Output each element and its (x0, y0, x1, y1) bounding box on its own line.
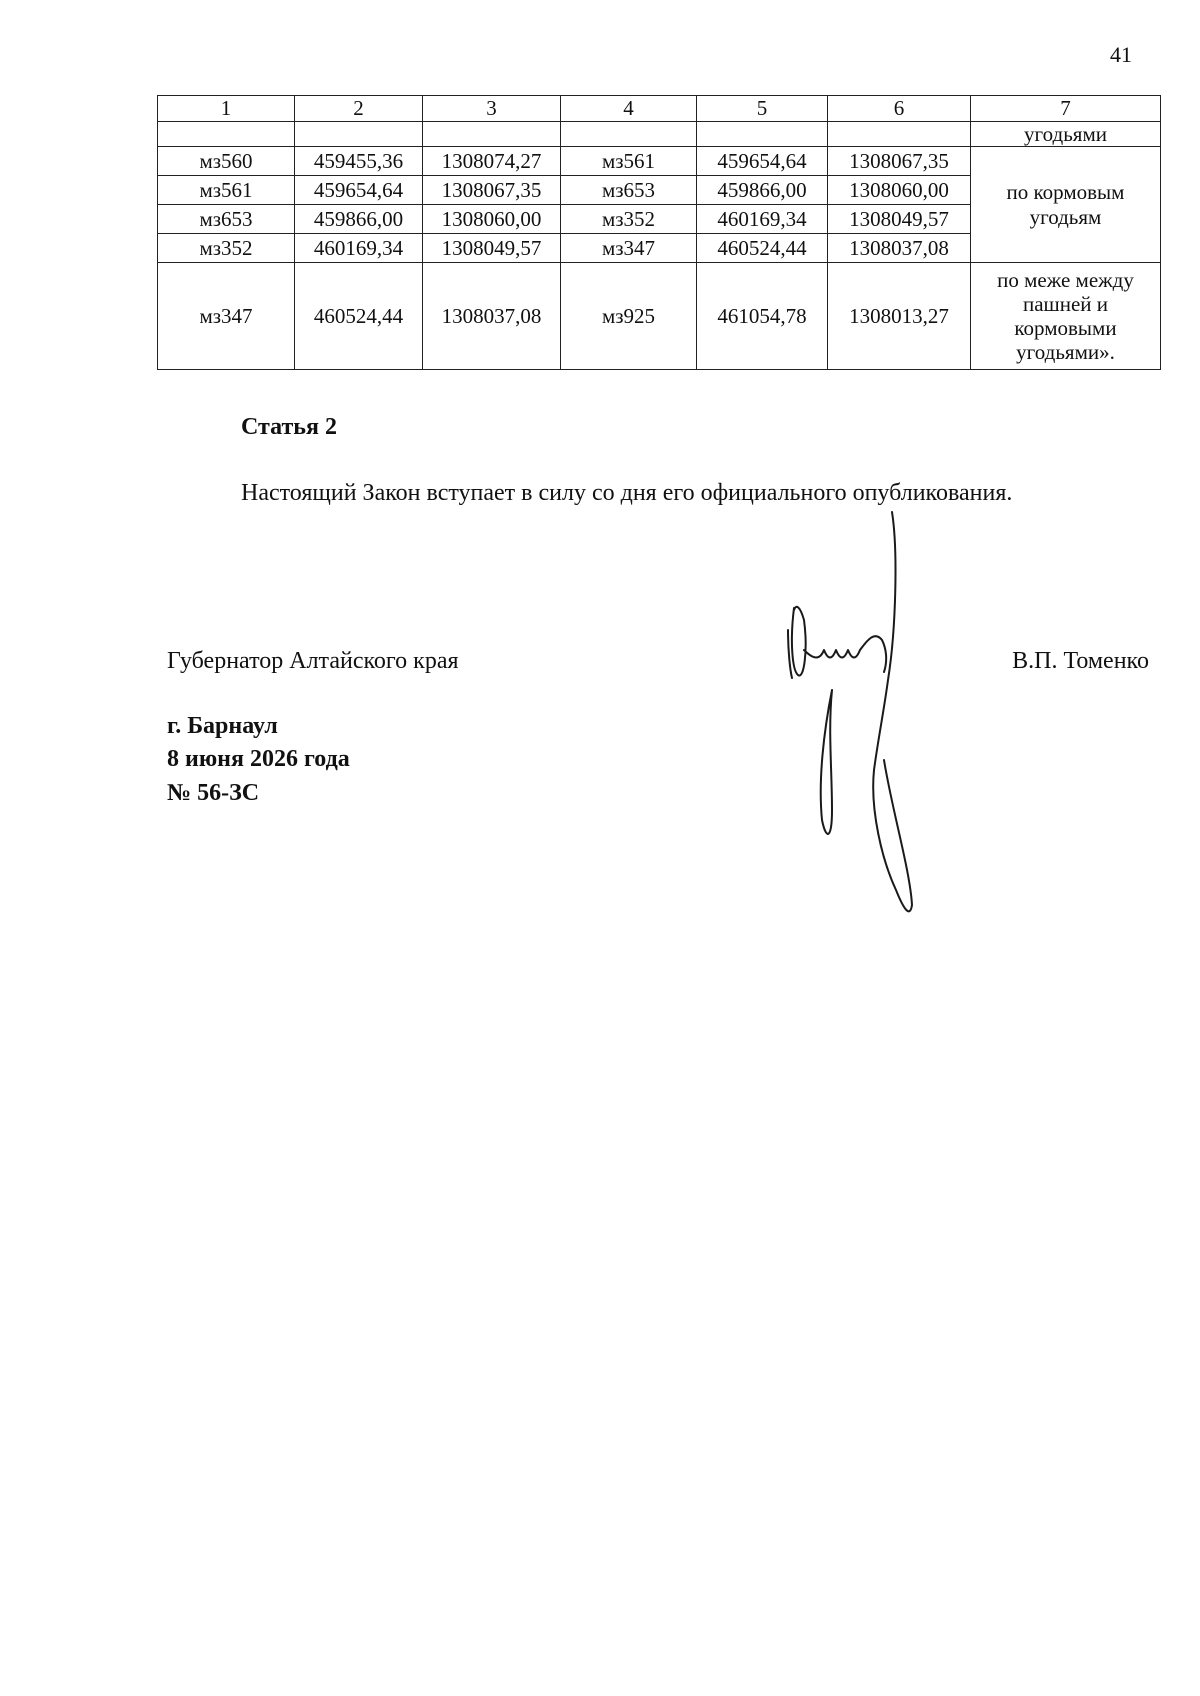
to-point-cell: мз561 (561, 147, 697, 176)
empty-cell (561, 122, 697, 147)
signature-icon (770, 510, 950, 920)
to-y-cell: 1308067,35 (828, 147, 971, 176)
from-x-cell: 459866,00 (295, 205, 423, 234)
column-number: 4 (561, 96, 697, 122)
signing-place: г. Барнаул (167, 713, 278, 739)
from-point-cell: мз653 (158, 205, 295, 234)
to-point-cell: мз925 (561, 263, 697, 370)
description-cell: по меже между пашней и кормовыми угодьями». (971, 263, 1161, 370)
to-point-cell: мз347 (561, 234, 697, 263)
law-number: № 56-ЗС (167, 780, 260, 806)
boundary-coordinates-table (157, 95, 1161, 370)
to-point-cell: мз653 (561, 176, 697, 205)
from-x-cell: 459654,64 (295, 176, 423, 205)
article-heading: Статья 2 (241, 414, 337, 440)
to-x-cell: 460524,44 (697, 234, 828, 263)
page-number: 41 (1110, 42, 1132, 67)
column-number: 6 (828, 96, 971, 122)
column-number: 2 (295, 96, 423, 122)
table-row (158, 147, 1161, 176)
to-y-cell: 1308049,57 (828, 205, 971, 234)
signatory-name: В.П. Томенко (1012, 648, 1149, 674)
column-number: 5 (697, 96, 828, 122)
to-x-cell: 461054,78 (697, 263, 828, 370)
column-number: 3 (423, 96, 561, 122)
description-cell: угодьями (971, 122, 1161, 147)
empty-cell (697, 122, 828, 147)
to-x-cell: 460169,34 (697, 205, 828, 234)
from-y-cell: 1308074,27 (423, 147, 561, 176)
from-point-cell: мз560 (158, 147, 295, 176)
column-number: 7 (971, 96, 1161, 122)
from-x-cell: 459455,36 (295, 147, 423, 176)
column-number-row (158, 96, 1161, 122)
from-y-cell: 1308037,08 (423, 263, 561, 370)
to-y-cell: 1308060,00 (828, 176, 971, 205)
to-y-cell: 1308013,27 (828, 263, 971, 370)
empty-cell (158, 122, 295, 147)
to-point-cell: мз352 (561, 205, 697, 234)
continuation-row (158, 122, 1161, 147)
from-point-cell: мз561 (158, 176, 295, 205)
from-x-cell: 460169,34 (295, 234, 423, 263)
signing-date: 8 июня 2026 года (167, 746, 350, 772)
empty-cell (423, 122, 561, 147)
table-row (158, 263, 1161, 370)
from-point-cell: мз347 (158, 263, 295, 370)
to-x-cell: 459866,00 (697, 176, 828, 205)
empty-cell (828, 122, 971, 147)
from-y-cell: 1308067,35 (423, 176, 561, 205)
to-y-cell: 1308037,08 (828, 234, 971, 263)
column-number: 1 (158, 96, 295, 122)
signatory-title: Губернатор Алтайского края (167, 648, 459, 674)
empty-cell (295, 122, 423, 147)
from-point-cell: мз352 (158, 234, 295, 263)
from-x-cell: 460524,44 (295, 263, 423, 370)
to-x-cell: 459654,64 (697, 147, 828, 176)
article-text: Настоящий Закон вступает в силу со дня его официального опубликования. (241, 480, 1013, 506)
description-cell: по кормовым угодьям (971, 147, 1161, 263)
from-y-cell: 1308049,57 (423, 234, 561, 263)
from-y-cell: 1308060,00 (423, 205, 561, 234)
